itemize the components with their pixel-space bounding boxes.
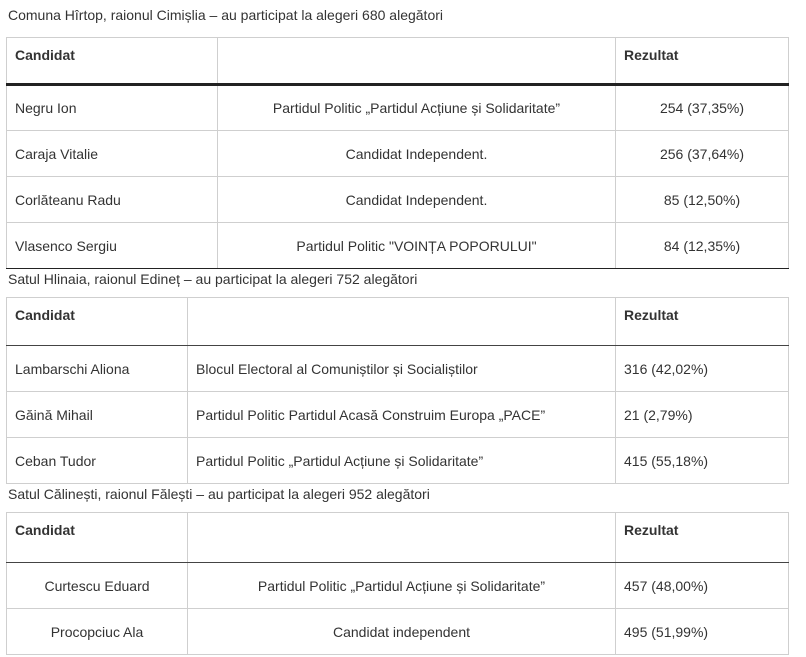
party-cell: Candidat Independent.	[218, 177, 616, 223]
header-candidate: Candidat	[7, 513, 188, 563]
table-row	[7, 177, 789, 223]
table-header-row	[7, 513, 789, 563]
table-row	[7, 131, 789, 177]
header-candidate: Candidat	[7, 298, 188, 346]
candidate-cell: Procopciuc Ala	[7, 609, 188, 655]
result-cell: 316 (42,02%)	[616, 346, 789, 392]
header-result: Rezultat	[616, 38, 789, 85]
section-title-hlinaia: Satul Hlinaia, raionul Edineț – au participat la alegeri 752 alegători	[8, 271, 418, 287]
header-result: Rezultat	[616, 513, 789, 563]
table-row	[7, 346, 789, 392]
table-row	[7, 438, 789, 484]
candidate-cell: Caraja Vitalie	[7, 131, 218, 177]
result-cell: 21 (2,79%)	[616, 392, 789, 438]
result-cell: 84 (12,35%)	[616, 223, 789, 269]
result-cell: 256 (37,64%)	[616, 131, 789, 177]
party-cell: Partidul Politic Partidul Acasă Construim Europa „PACE”	[188, 392, 616, 438]
candidate-cell: Corlăteanu Radu	[7, 177, 218, 223]
result-cell: 495 (51,99%)	[616, 609, 789, 655]
header-candidate: Candidat	[7, 38, 218, 85]
table-header-row	[7, 298, 789, 346]
candidate-cell: Găină Mihail	[7, 392, 188, 438]
table-row	[7, 392, 789, 438]
table-row	[7, 563, 789, 609]
result-cell: 457 (48,00%)	[616, 563, 789, 609]
section-title-calinesti: Satul Călinești, raionul Fălești – au participat la alegeri 952 alegători	[8, 486, 430, 502]
results-table-calinesti	[6, 512, 789, 655]
section-title-hirtop: Comuna Hîrtop, raionul Cimișlia – au participat la alegeri 680 alegători	[8, 7, 444, 23]
header-party	[188, 513, 616, 563]
header-party	[218, 38, 616, 85]
party-cell: Candidat independent	[188, 609, 616, 655]
party-cell: Partidul Politic „Partidul Acțiune și Solidaritate”	[188, 563, 616, 609]
candidate-cell: Negru Ion	[7, 85, 218, 131]
party-cell: Partidul Politic „Partidul Acțiune și Solidaritate”	[188, 438, 616, 484]
candidate-cell: Lambarschi Aliona	[7, 346, 188, 392]
table-row	[7, 85, 789, 131]
result-cell: 85 (12,50%)	[616, 177, 789, 223]
candidate-cell: Ceban Tudor	[7, 438, 188, 484]
candidate-cell: Curtescu Eduard	[7, 563, 188, 609]
party-cell: Partidul Politic „Partidul Acțiune și Solidaritate”	[218, 85, 616, 131]
table-row	[7, 223, 789, 269]
result-cell: 415 (55,18%)	[616, 438, 789, 484]
header-result: Rezultat	[616, 298, 789, 346]
party-cell: Blocul Electoral al Comuniștilor și Socialiștilor	[188, 346, 616, 392]
party-cell: Candidat Independent.	[218, 131, 616, 177]
results-table-hlinaia	[6, 297, 789, 484]
party-cell: Partidul Politic "VOINȚA POPORULUI"	[218, 223, 616, 269]
candidate-cell: Vlasenco Sergiu	[7, 223, 218, 269]
result-cell: 254 (37,35%)	[616, 85, 789, 131]
table-header-row	[7, 38, 789, 85]
results-table-hirtop	[6, 37, 789, 269]
table-row	[7, 609, 789, 655]
header-party	[188, 298, 616, 346]
